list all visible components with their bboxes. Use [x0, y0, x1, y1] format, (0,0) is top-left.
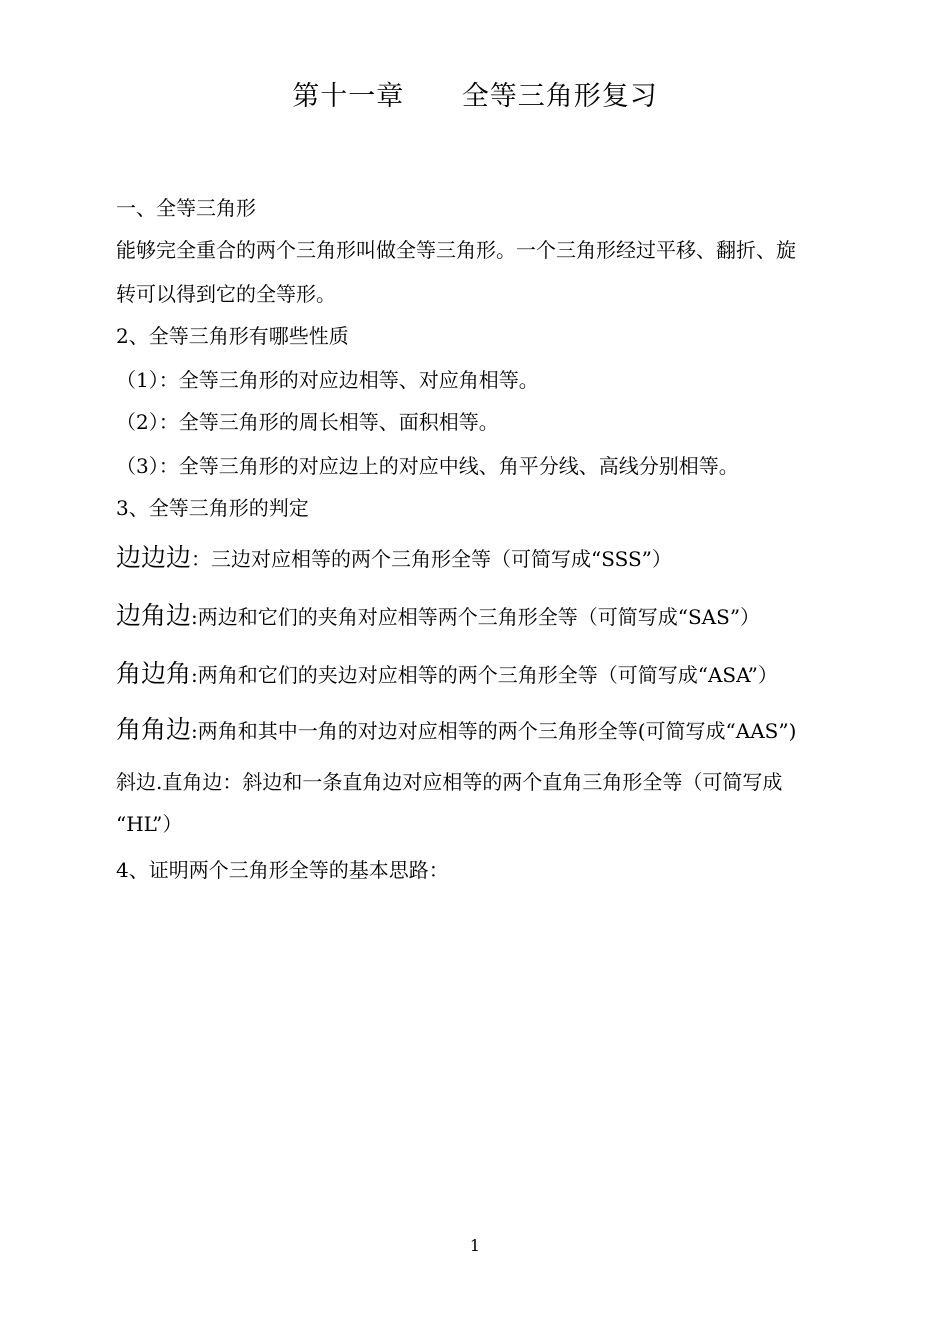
rule-hl-line-1: 斜边.直角边：斜边和一条直角边对应相等的两个直角三角形全等（可简写成 — [116, 770, 783, 794]
section-2-item-1: （1）：全等三角形的对应边相等、对应角相等。 — [116, 368, 539, 392]
rule-text: :两角和它们的夹边对应相等的两个三角形全等（可简写成“ASA”） — [191, 663, 778, 687]
rule-term: 角角边 — [116, 715, 192, 744]
rule-sss — [116, 544, 876, 573]
rule-aas — [116, 716, 876, 745]
section-2-item-2: （2）：全等三角形的周长相等、面积相等。 — [116, 410, 499, 434]
rule-hl-line-2: “HL”） — [116, 812, 183, 836]
page-number: 1 — [469, 1236, 481, 1255]
section-2-item-3: （3）：全等三角形的对应边上的对应中线、角平分线、高线分别相等。 — [116, 454, 739, 478]
rule-text: :两角和其中一角的对边对应相等的两个三角形全等(可简写成“AAS”) — [191, 719, 797, 743]
rule-text: :两边和它们的夹角对应相等两个三角形全等（可简写成“SAS”） — [191, 605, 761, 629]
rule-term: 边边边 — [116, 543, 192, 572]
rule-asa — [116, 660, 876, 689]
section-4-heading: 4、证明两个三角形全等的基本思路： — [116, 858, 449, 882]
section-1-text-line-1: 能够完全重合的两个三角形叫做全等三角形。一个三角形经过平移、翻折、旋 — [116, 238, 796, 262]
rule-text: ：三边对应相等的两个三角形全等（可简写成“SSS”） — [191, 547, 672, 571]
section-2-heading: 2、全等三角形有哪些性质 — [116, 324, 349, 348]
rule-term: 边角边 — [116, 601, 192, 630]
section-1-heading: 一、全等三角形 — [116, 196, 256, 220]
section-1-text-line-2: 转可以得到它的全等形。 — [116, 282, 336, 306]
page-title: 第十一章 全等三角形复习 — [292, 81, 658, 112]
rule-term: 角边角 — [116, 659, 192, 688]
section-3-heading: 3、全等三角形的判定 — [116, 496, 309, 520]
rule-sas — [116, 602, 876, 631]
